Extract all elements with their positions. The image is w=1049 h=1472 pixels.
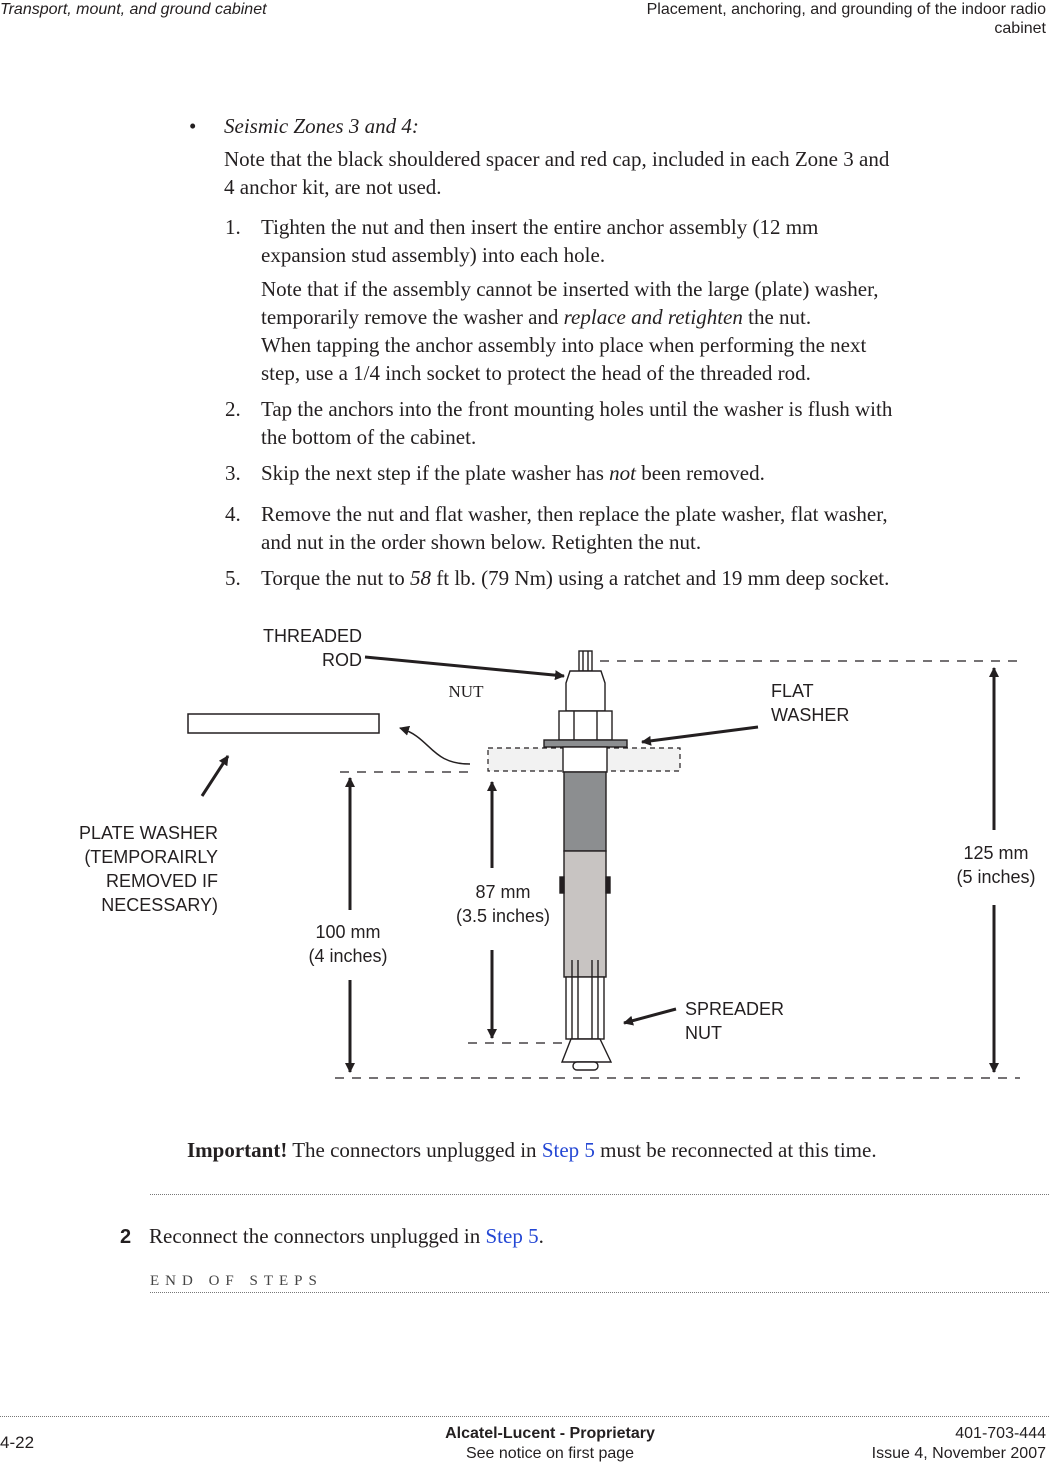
- important-label: Important!: [187, 1138, 288, 1162]
- footer-page-number: 4-22: [0, 1433, 35, 1452]
- plate-washer-shape: [188, 714, 379, 733]
- footer-notice: See notice on first page: [465, 1445, 635, 1462]
- plate-washer-curve-arrow: [400, 728, 470, 764]
- section-intro-line1: Note that the black shouldered spacer and red cap, included in each Zone 3 and: [224, 147, 890, 171]
- note-line2: step, use a 1/4 inch socket to protect the head of the threaded rod.: [261, 361, 811, 385]
- footer-issue: Issue 4, November 2007: [871, 1445, 1046, 1462]
- label-plate-washer-line2: (TEMPORAIRLY: [84, 847, 218, 867]
- header-chapter-title: [626, 0, 1046, 38]
- label-plate-washer-line1: PLATE WASHER: [78, 823, 218, 843]
- threaded-rod-pointer: [365, 657, 564, 676]
- label-nut: NUT: [448, 682, 484, 701]
- step-text-line1: Tighten the nut and then insert the entire anchor assembly (12 mm: [261, 215, 819, 239]
- label-flat-washer-line1: FLAT: [771, 681, 814, 701]
- note-line1: Note that if the assembly cannot be inserted with the large (plate) washer,: [261, 277, 879, 301]
- footer-company: Alcatel-Lucent - Proprietary: [445, 1425, 655, 1442]
- footer-right: [746, 1424, 1046, 1464]
- step-text: [261, 500, 1046, 556]
- note-line1: When tapping the anchor assembly into place when performing the next: [261, 333, 867, 357]
- footer-doc-number: 401-703-444: [955, 1425, 1046, 1442]
- step-number: 4.: [225, 502, 241, 526]
- step-text: Torque the nut to 58 ft lb. (79 Nm) using a ratchet and 19 mm deep socket.: [261, 566, 890, 590]
- footer-center: [400, 1424, 700, 1464]
- step-number: 1.: [225, 215, 241, 239]
- spreader-nut-pointer: [624, 1009, 676, 1023]
- header-section-title: Transport, mount, and ground cabinet: [0, 1, 267, 18]
- step-note-socket: [261, 331, 1046, 387]
- step-note-washer: [261, 275, 1046, 331]
- label-dim-125mm-line1: 125 mm: [963, 843, 1029, 863]
- divider: [150, 1194, 1049, 1195]
- step-text: Skip the next step if the plate washer has not been removed.: [261, 461, 765, 485]
- step-text-line1: Remove the nut and flat washer, then replace the plate washer, flat washer,: [261, 502, 888, 526]
- step-number: 2.: [225, 397, 241, 421]
- section-title: Seismic Zones 3 and 4:: [224, 114, 419, 138]
- label-dim-87mm-line2: (3.5 inches): [455, 906, 551, 926]
- label-dim-125mm-line2: (5 inches): [956, 867, 1036, 887]
- step-5-link[interactable]: Step 5: [485, 1224, 539, 1248]
- step-text: [261, 395, 1046, 451]
- step-number: 5.: [225, 566, 241, 590]
- main-step-text: Reconnect the connectors unplugged in Step 5.: [149, 1224, 544, 1248]
- label-dim-100mm-line2: (4 inches): [308, 946, 388, 966]
- step-text-line2: and nut in the order shown below. Retighten the nut.: [261, 530, 702, 554]
- important-note: Important! The connectors unplugged in Step 5 must be reconnected at this time.: [187, 1138, 877, 1162]
- section-intro-line2: 4 anchor kit, are not used.: [224, 175, 442, 199]
- step-text-line2: expansion stud assembly) into each hole.: [261, 243, 606, 267]
- divider: [150, 1292, 1049, 1293]
- label-plate-washer-line3: REMOVED IF: [105, 871, 218, 891]
- label-dim-87mm-line1: 87 mm: [475, 882, 531, 902]
- section-intro: [224, 145, 1046, 201]
- header-chapter-line2: cabinet: [994, 20, 1046, 37]
- label-plate-washer-line4: NECESSARY): [101, 895, 218, 915]
- step-number: 3.: [225, 461, 241, 485]
- bullet-glyph: •: [189, 114, 197, 138]
- anchor-assembly: [544, 651, 627, 1070]
- flat-washer-pointer: [642, 727, 758, 742]
- header-chapter-line1: Placement, anchoring, and grounding of the indoor radio: [646, 1, 1046, 18]
- step-5-link[interactable]: Step 5: [541, 1138, 595, 1162]
- step-text-line1: Tap the anchors into the front mounting holes until the washer is flush with: [261, 397, 893, 421]
- footer-divider: [0, 1416, 1049, 1417]
- plate-washer-pointer: [202, 756, 228, 796]
- label-spreader-nut-line2: NUT: [685, 1023, 722, 1043]
- note-line2: temporarily remove the washer and replace and retighten the nut.: [261, 305, 812, 329]
- main-step-number: 2: [120, 1226, 132, 1248]
- label-threaded-rod-line1: THREADED: [262, 626, 362, 646]
- end-of-steps: END OF STEPS: [150, 1273, 323, 1289]
- step-text-line2: the bottom of the cabinet.: [261, 425, 477, 449]
- step-text: [261, 213, 1046, 269]
- anchor-assembly-diagram: [0, 605, 1049, 1100]
- label-threaded-rod-line2: ROD: [322, 650, 362, 670]
- label-spreader-nut-line1: SPREADER: [685, 999, 785, 1019]
- label-flat-washer-line2: WASHER: [771, 705, 850, 725]
- reference-lines: [335, 661, 1020, 1078]
- label-dim-100mm-line1: 100 mm: [315, 922, 381, 942]
